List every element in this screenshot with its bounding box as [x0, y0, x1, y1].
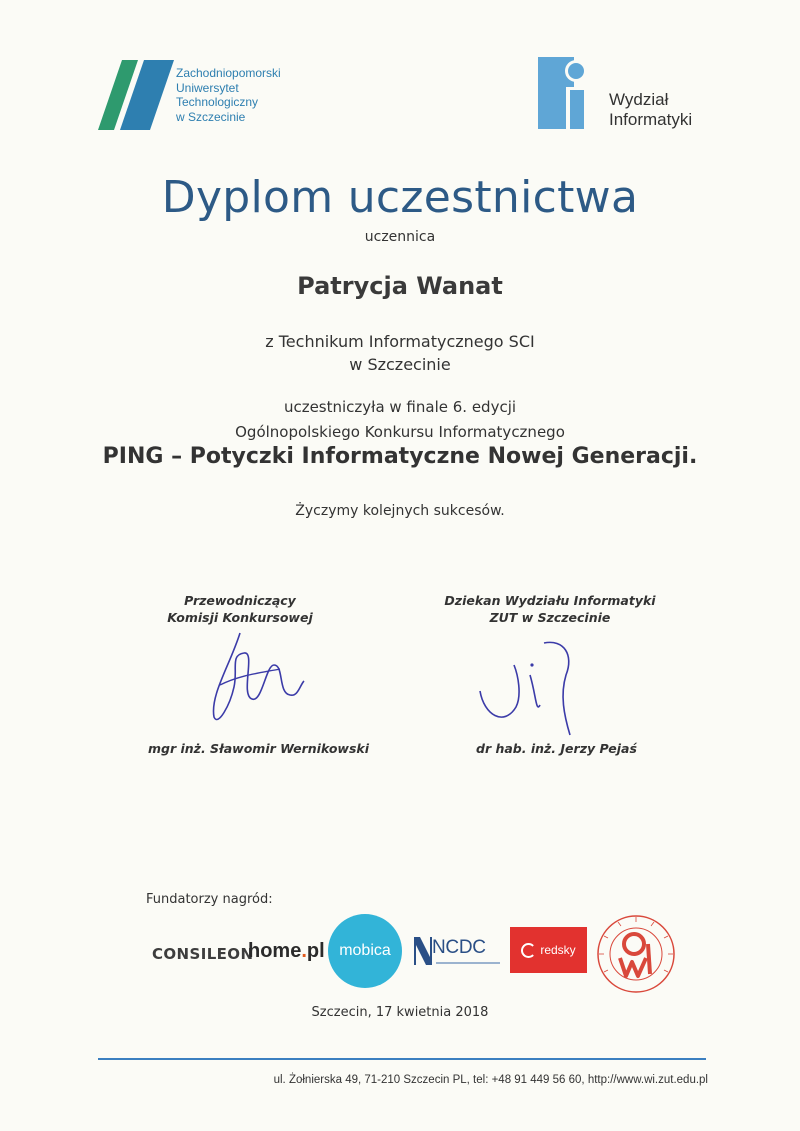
redsky-logo	[510, 927, 587, 973]
redsky-icon	[521, 943, 536, 958]
university-name	[176, 66, 336, 124]
recipient-role: uczennica	[364, 229, 436, 245]
mobica-text: mobica	[339, 942, 391, 959]
footer-divider	[98, 1058, 706, 1060]
signatory-title-line: Komisji Konkursowej	[167, 610, 313, 625]
homepl-tld: pl	[306, 940, 325, 962]
redsky-text: redsky	[540, 943, 576, 957]
footer-address: ul. Żołnierska 49, 71-210 Szczecin PL, tel: +48 91 449 56 60, http://www.wi.zut.edu.pl	[273, 1074, 708, 1086]
sponsors-label: Fundatorzy nagród:	[146, 892, 273, 907]
faculty-name-line: Informatyki	[609, 110, 693, 129]
signatory-title-line: Przewodniczący	[184, 593, 296, 608]
university-name-line: Uniwersytet	[176, 80, 239, 95]
left-signatory-title	[140, 592, 340, 626]
zut-logo	[92, 58, 176, 132]
school-line: z Technikum Informatycznego SCI	[265, 332, 535, 351]
wishes-text: Życzymy kolejnych sukcesów.	[295, 503, 505, 519]
right-signatory-title	[430, 592, 670, 626]
homepl-dot: .	[301, 940, 307, 962]
faculty-friends-association-seal	[596, 914, 676, 994]
left-handwritten-signature	[200, 625, 310, 730]
participation-line: uczestniczyła w finale 6. edycji	[283, 398, 517, 416]
signatory-title-line: Dziekan Wydziału Informatyki	[444, 593, 656, 608]
place-and-date: Szczecin, 17 kwietnia 2018	[311, 1005, 489, 1020]
homepl-name: home	[248, 940, 302, 962]
faculty-name	[609, 90, 759, 130]
consileon-logo: CONSILEON	[152, 945, 254, 963]
mobica-logo	[328, 914, 402, 988]
university-name-line: Technologiczny	[176, 95, 259, 109]
school-city-line: w Szczecinie	[349, 355, 451, 374]
recipient-name: Patrycja Wanat	[297, 272, 503, 300]
contest-name: PING – Potyczki Informatyczne Nowej Generacji.	[102, 444, 698, 469]
diploma-title: Dyplom uczestnictwa	[161, 172, 639, 223]
homepl-logo	[248, 940, 325, 963]
signatory-title-line: ZUT w Szczecinie	[489, 610, 611, 625]
faculty-logo	[538, 57, 590, 129]
university-name-line: Zachodniopomorski	[176, 66, 281, 80]
university-name-line: w Szczecinie	[176, 109, 246, 124]
right-signatory-name: dr hab. inż. Jerzy Pejaś	[476, 741, 637, 756]
right-handwritten-signature	[474, 635, 594, 745]
ncdc-logo-text: NCDC	[432, 937, 486, 958]
competition-line: Ogólnopolskiego Konkursu Informatycznego	[235, 423, 565, 441]
faculty-name-line: Wydział	[609, 90, 669, 109]
left-signatory-name: mgr inż. Sławomir Wernikowski	[148, 741, 369, 756]
